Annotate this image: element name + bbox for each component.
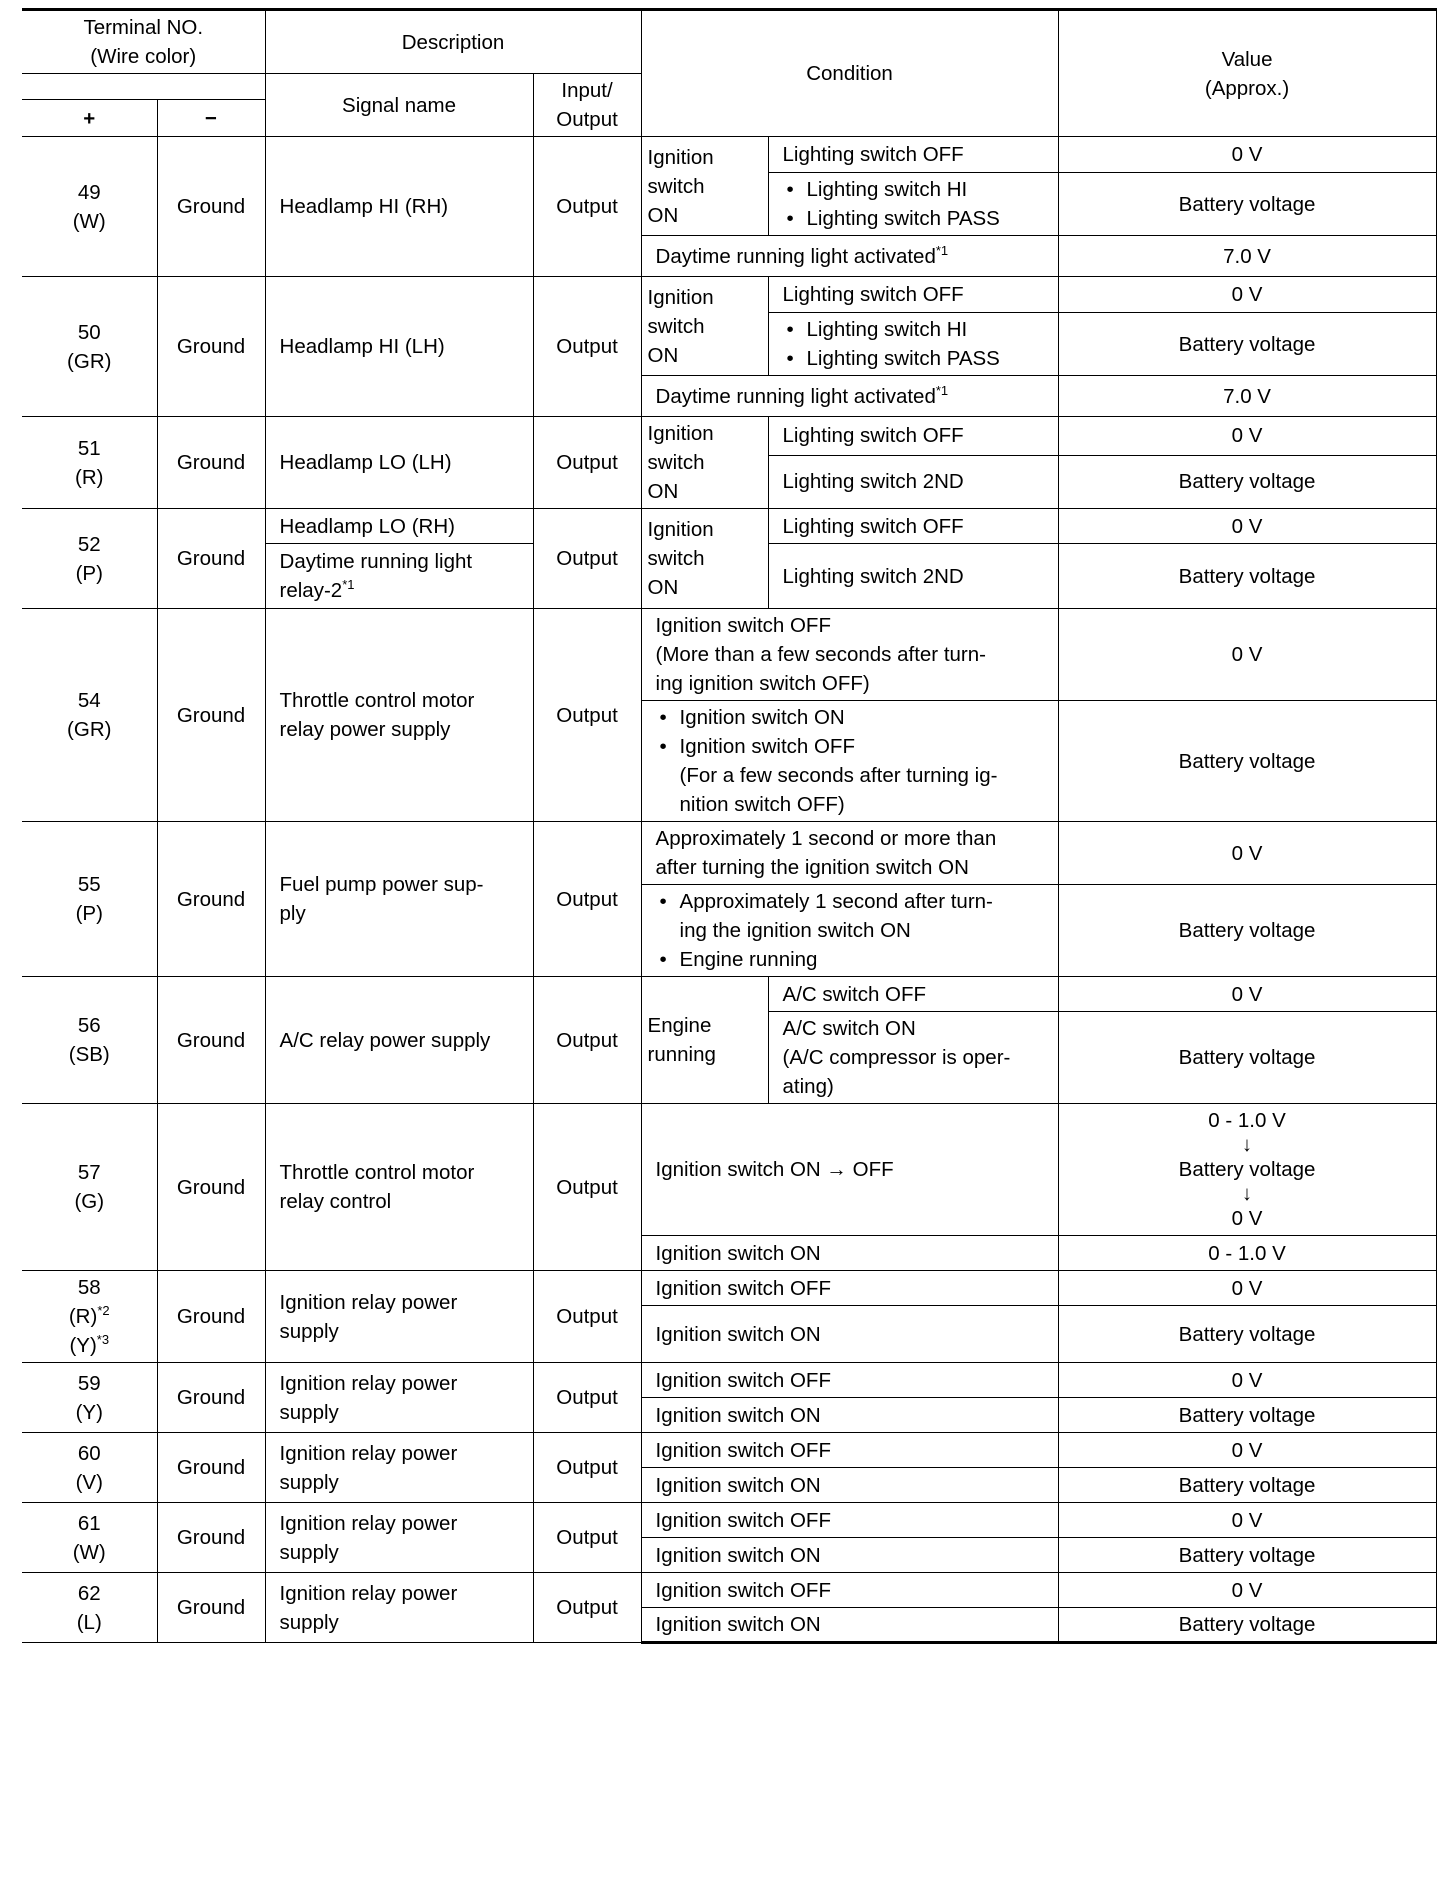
terminal-number: 54 (GR) xyxy=(22,609,157,822)
io-type: Output xyxy=(533,822,641,977)
condition-cell: Lighting switch 2ND xyxy=(768,455,1058,508)
condition-cell: Daytime running light activated$^{*1}$ xyxy=(641,236,1058,277)
value-cell: 0 - 1.0 V ↓ Battery voltage ↓ 0 V xyxy=(1058,1104,1436,1236)
value-cell: Battery voltage xyxy=(1058,1468,1436,1503)
condition-header: Condition xyxy=(641,10,1058,137)
io-type: Output xyxy=(533,277,641,417)
value-cell: Battery voltage xyxy=(1058,455,1436,508)
ground-terminal: Ground xyxy=(157,417,265,509)
signal-name: Ignition relay power supply xyxy=(265,1363,533,1433)
io-type: Output xyxy=(533,1271,641,1363)
value-cell: 0 V xyxy=(1058,137,1436,173)
value-cell: 0 V xyxy=(1058,822,1436,885)
condition-cell: Ignition switch OFF (More than a few seconds after turn- ing ignition switch OFF) xyxy=(641,609,1058,701)
terminal-number: 59 (Y) xyxy=(22,1363,157,1433)
condition-cell: A/C switch ON (A/C compressor is oper- ating) xyxy=(768,1012,1058,1104)
terminal-number: 50 (GR) xyxy=(22,277,157,417)
engine-running-label: Engine running xyxy=(641,977,768,1104)
io-type: Output xyxy=(533,609,641,822)
value-cell: 0 V xyxy=(1058,1503,1436,1538)
ground-terminal: Ground xyxy=(157,1503,265,1573)
ignition-switch-on-label: Ignition switch ON xyxy=(641,137,768,236)
condition-cell: Ignition switch OFF xyxy=(641,1573,1058,1608)
condition-cell: A/C switch OFF xyxy=(768,977,1058,1012)
condition-cell: Ignition switch OFF xyxy=(641,1363,1058,1398)
condition-cell: Ignition switch ON xyxy=(641,1468,1058,1503)
value-cell: 0 - 1.0 V xyxy=(1058,1236,1436,1271)
value-cell: Battery voltage xyxy=(1058,1398,1436,1433)
io-type: Output xyxy=(533,137,641,277)
terminal-number: 61 (W) xyxy=(22,1503,157,1573)
ignition-switch-on-label: Ignition switch ON xyxy=(641,509,768,609)
condition-cell: Lighting switch 2ND xyxy=(768,544,1058,609)
condition-cell: • Ignition switch ON • Ignition switch OFF (For a few seconds after turning ig- nition switch OFF) xyxy=(641,701,1058,822)
condition-cell: Ignition switch OFF xyxy=(641,1271,1058,1306)
condition-cell: Lighting switch OFF xyxy=(768,417,1058,456)
terminal-number: 57 (G) xyxy=(22,1104,157,1271)
ground-terminal: Ground xyxy=(157,509,265,609)
condition-cell: Ignition switch ON xyxy=(641,1538,1058,1573)
io-type: Output xyxy=(533,1573,641,1643)
value-cell: 0 V xyxy=(1058,417,1436,456)
terminal-number: 62 (L) xyxy=(22,1573,157,1643)
io-type: Output xyxy=(533,1503,641,1573)
description-header: Description xyxy=(265,10,641,74)
value-cell: Battery voltage xyxy=(1058,544,1436,609)
signal-name: A/C relay power supply xyxy=(265,977,533,1104)
terminal-number: 52 (P) xyxy=(22,509,157,609)
signal-name-header: Signal name xyxy=(265,74,533,137)
value-cell: 0 V xyxy=(1058,1573,1436,1608)
value-cell: 0 V xyxy=(1058,509,1436,544)
value-cell: 0 V xyxy=(1058,977,1436,1012)
value-cell: 7.0 V xyxy=(1058,376,1436,417)
value-cell: Battery voltage xyxy=(1058,313,1436,376)
value-cell: Battery voltage xyxy=(1058,701,1436,822)
value-cell: Battery voltage xyxy=(1058,173,1436,236)
condition-cell: Ignition switch ON xyxy=(641,1236,1058,1271)
plus-header: + xyxy=(22,100,157,137)
condition-cell: Ignition switch ON xyxy=(641,1306,1058,1363)
condition-cell: Approximately 1 second or more than after turning the ignition switch ON xyxy=(641,822,1058,885)
condition-cell: • Lighting switch HI • Lighting switch PASS xyxy=(768,173,1058,236)
value-cell: Battery voltage xyxy=(1058,1306,1436,1363)
value-cell: Battery voltage xyxy=(1058,1012,1436,1104)
value-cell: 0 V xyxy=(1058,1433,1436,1468)
signal-name: Ignition relay power supply xyxy=(265,1503,533,1573)
value-cell: Battery voltage xyxy=(1058,1608,1436,1643)
ignition-switch-on-label: Ignition switch ON xyxy=(641,277,768,376)
value-header: Value (Approx.) xyxy=(1058,10,1436,137)
condition-cell: • Approximately 1 second after turn- ing the ignition switch ON • Engine running xyxy=(641,885,1058,977)
value-cell: 0 V xyxy=(1058,1363,1436,1398)
arrow-down-icon: ↓ xyxy=(1241,1133,1253,1156)
terminal-number: 55 (P) xyxy=(22,822,157,977)
minus-header: − xyxy=(157,100,265,137)
io-type: Output xyxy=(533,1104,641,1271)
signal-name: Headlamp HI (RH) xyxy=(265,137,533,277)
signal-name: Throttle control motor relay control xyxy=(265,1104,533,1271)
condition-cell: Ignition switch ON xyxy=(641,1608,1058,1643)
terminal-number: 56 (SB) xyxy=(22,977,157,1104)
condition-cell: Lighting switch OFF xyxy=(768,277,1058,313)
value-cell: 0 V xyxy=(1058,609,1436,701)
signal-name: Fuel pump power sup- ply xyxy=(265,822,533,977)
condition-cell: Ignition switch ON → OFF xyxy=(641,1104,1058,1236)
io-type: Output xyxy=(533,1433,641,1503)
signal-name: Ignition relay power supply xyxy=(265,1271,533,1363)
terminal-number: 60 (V) xyxy=(22,1433,157,1503)
ground-terminal: Ground xyxy=(157,1104,265,1271)
ground-terminal: Ground xyxy=(157,977,265,1104)
io-header: Input/ Output xyxy=(533,74,641,137)
terminal-table xyxy=(22,8,1437,1644)
io-type: Output xyxy=(533,417,641,509)
ground-terminal: Ground xyxy=(157,137,265,277)
terminal-header-spacer xyxy=(22,74,265,100)
signal-name: Headlamp HI (LH) xyxy=(265,277,533,417)
condition-cell: Lighting switch OFF xyxy=(768,509,1058,544)
signal-name: Headlamp LO (RH) xyxy=(265,509,533,544)
value-cell: Battery voltage xyxy=(1058,1538,1436,1573)
ground-terminal: Ground xyxy=(157,609,265,822)
condition-cell: Ignition switch ON xyxy=(641,1398,1058,1433)
condition-cell: Ignition switch OFF xyxy=(641,1433,1058,1468)
ground-terminal: Ground xyxy=(157,1433,265,1503)
terminal-number: 58 $(R)^{*2}$ $(Y)^{*3}$ xyxy=(22,1271,157,1363)
condition-cell: Daytime running light activated$^{*1}$ xyxy=(641,376,1058,417)
ignition-switch-on-label: Ignition switch ON xyxy=(641,417,768,509)
ground-terminal: Ground xyxy=(157,822,265,977)
value-cell: 7.0 V xyxy=(1058,236,1436,277)
signal-name: Daytime running light relay-2$^{*1}$ xyxy=(265,544,533,609)
signal-name: Throttle control motor relay power supply xyxy=(265,609,533,822)
value-cell: 0 V xyxy=(1058,1271,1436,1306)
terminal-number: 49 (W) xyxy=(22,137,157,277)
value-cell: Battery voltage xyxy=(1058,885,1436,977)
signal-name: Ignition relay power supply xyxy=(265,1433,533,1503)
ground-terminal: Ground xyxy=(157,277,265,417)
terminal-number: 51 (R) xyxy=(22,417,157,509)
value-cell: 0 V xyxy=(1058,277,1436,313)
ground-terminal: Ground xyxy=(157,1573,265,1643)
io-type: Output xyxy=(533,977,641,1104)
signal-name: Headlamp LO (LH) xyxy=(265,417,533,509)
signal-name: Ignition relay power supply xyxy=(265,1573,533,1643)
condition-cell: Ignition switch OFF xyxy=(641,1503,1058,1538)
io-type: Output xyxy=(533,1363,641,1433)
condition-cell: Lighting switch OFF xyxy=(768,137,1058,173)
ground-terminal: Ground xyxy=(157,1271,265,1363)
ground-terminal: Ground xyxy=(157,1363,265,1433)
io-type: Output xyxy=(533,509,641,609)
arrow-down-icon: ↓ xyxy=(1241,1182,1253,1205)
condition-cell: • Lighting switch HI • Lighting switch PASS xyxy=(768,313,1058,376)
terminal-header: Terminal NO. (Wire color) xyxy=(22,10,265,74)
